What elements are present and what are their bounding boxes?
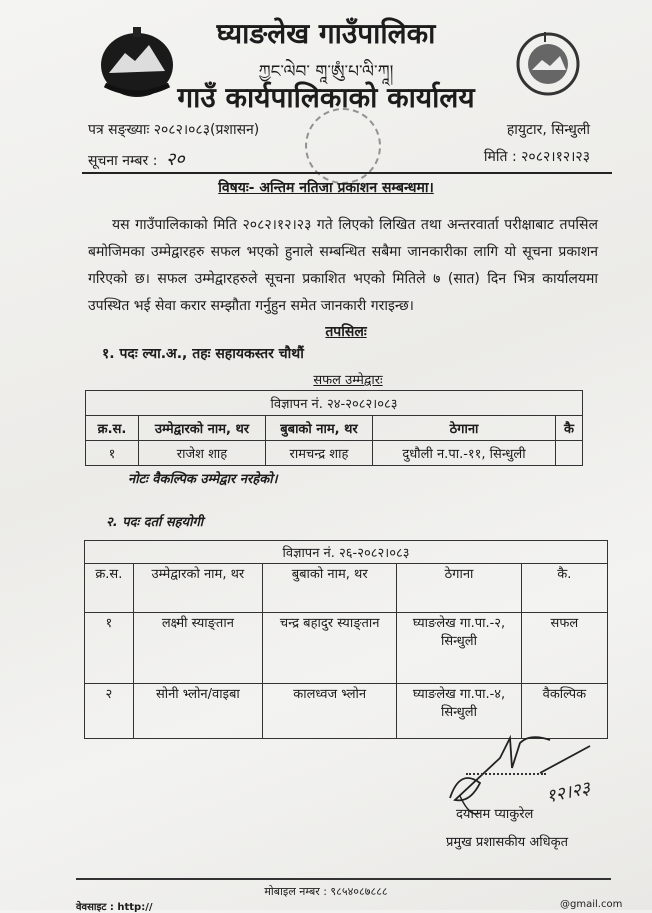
- col-serial: क्र.स.: [85, 564, 134, 613]
- header-divider: [82, 172, 612, 174]
- cell-serial: १: [86, 441, 139, 466]
- section1-table: [85, 390, 583, 466]
- notice-number: [88, 147, 185, 171]
- table-row: [86, 441, 583, 466]
- footer-email: @gmail.com: [560, 899, 623, 910]
- cell-address: घ्याङलेख गा.पा.-२, सिन्धुली: [397, 613, 521, 684]
- ad-number: विज्ञापन नं. २४-२०८२।०८३: [86, 391, 583, 416]
- success-heading: सफल उम्मेद्वारः: [313, 373, 383, 388]
- handwritten-date: १२।२३: [544, 777, 593, 808]
- signature-line: [466, 773, 546, 775]
- office-title: गाउँ कार्यपालिकाको कार्यालय: [177, 81, 475, 114]
- notice-number-value: २०: [165, 149, 185, 170]
- footer-divider: [76, 878, 611, 880]
- col-serial: क्र.स.: [86, 416, 139, 441]
- cell-remarks: सफल: [521, 613, 607, 684]
- col-father-name: बुबाको नाम, थर: [263, 564, 397, 613]
- ad-number: विज्ञापन नं. २६-२०८२।०८३: [85, 541, 608, 564]
- cell-address: घ्याङलेख गा.पा.-४, सिन्धुली: [397, 684, 521, 739]
- details-heading: तपसिलः: [325, 324, 367, 340]
- cell-father-name: कालध्वज भ्लोन: [263, 684, 397, 739]
- cell-remarks: वैकल्पिक: [521, 684, 607, 739]
- date: मिति : २०८२।१२।२३: [483, 149, 590, 165]
- tibetan-title: ཀྱང་ལེབ་ གཱ་ཨུཾ་པ་ལི་ཀཱ།: [258, 62, 394, 82]
- cell-serial: २: [85, 684, 134, 739]
- cell-father-name: चन्द्र बहादुर स्याङ्तान: [263, 613, 397, 684]
- footer-mobile: मोबाइल नम्बर : ९८५४०८७८८८: [264, 885, 388, 898]
- subject: विषयः- अन्तिम नतिजा प्रकाशन सम्बन्धमा।: [218, 180, 434, 196]
- col-candidate-name: उम्मेद्वारको नाम, थर: [139, 416, 266, 441]
- letter-number: पत्र सङ्ख्याः २०८२।०८३(प्रशासन): [88, 122, 260, 138]
- cell-remarks: [556, 441, 583, 466]
- cell-address: दुधौली न.पा.-११, सिन्धुली: [373, 441, 556, 466]
- municipality-title: घ्याङलेख गाउँपालिका: [216, 17, 436, 50]
- col-remarks: कै.: [521, 564, 607, 613]
- col-candidate-name: उम्मेद्वारको नाम, थर: [133, 564, 262, 613]
- cell-candidate-name: लक्ष्मी स्याङ्तान: [133, 613, 262, 684]
- col-address: ठेगाना: [397, 564, 521, 613]
- section1-post: १. पदः ल्या.अ., तहः सहायकस्तर चौथौं: [102, 346, 304, 362]
- table-row: [85, 613, 608, 684]
- section1-note: नोटः वैकल्पिक उम्मेद्वार नरहेको।: [128, 472, 278, 487]
- notice-body: यस गाउँपालिकाको मिति २०८२।१२।२३ गते लिएको लिखित तथा अन्तरवार्ता परीक्षाबाट तपसिल बमोजिमका उम्मेद्वारहरु सफल भएको हुनाले सम्बन्धित सबैमा जानकारीका लागि यो सूचना प्रकाशन गरिएको छ। सफल उम्मेद्वारहरुले सूचना प्रकाशित भएको मितिले ७ (सात) दिन भित्र कार्यालयमा उपस्थित भई सेवा करार सम्झौता गर्नुहुन समेत जानकारी गराइन्छ।: [88, 217, 598, 314]
- footer-website: वेवसाइट : http://: [76, 902, 153, 913]
- cell-candidate-name: राजेश शाह: [139, 441, 266, 466]
- col-father-name: बुबाको नाम, थर: [266, 416, 373, 441]
- section2-table: [84, 540, 608, 739]
- signatory-name: दयाराम प्याकुरेल: [456, 807, 534, 822]
- cell-serial: १: [85, 613, 134, 684]
- section2-post: २. पदः दर्ता सहयोगी: [106, 515, 204, 530]
- location: हायुटार, सिन्धुली: [506, 122, 590, 138]
- notice-number-label: सूचना नम्बर :: [88, 153, 158, 169]
- cell-father-name: रामचन्द्र शाह: [266, 441, 373, 466]
- signatory-designation: प्रमुख प्रशासकीय अधिकृत: [446, 835, 569, 850]
- cell-candidate-name: सोनी भ्लोन/वाइबा: [133, 684, 262, 739]
- col-remarks: कै: [556, 416, 583, 441]
- col-address: ठेगाना: [373, 416, 556, 441]
